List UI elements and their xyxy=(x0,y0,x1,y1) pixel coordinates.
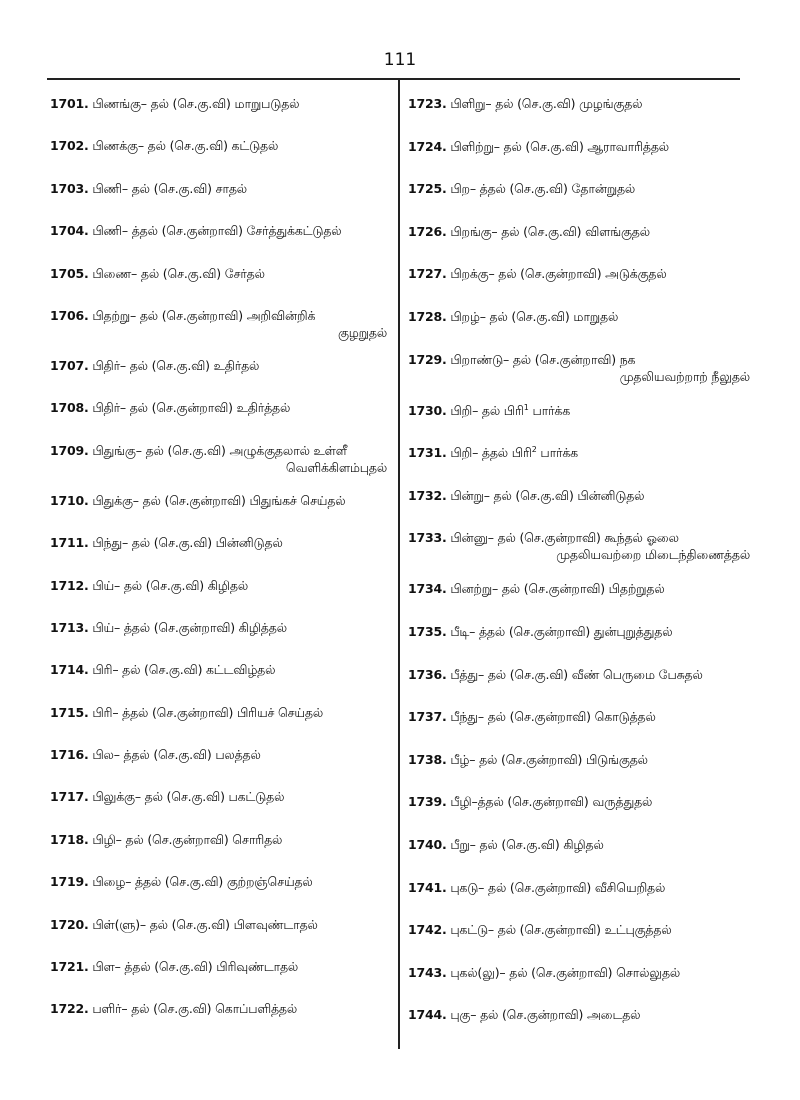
entry-text: பிரி– தல் (செ.கு.வி) கட்டவிழ்தல் xyxy=(88,662,276,678)
entry-text: பிரி– த்தல் (செ.குன்றாவி) பிரியச் செய்தல் xyxy=(88,704,324,720)
dictionary-entry xyxy=(408,580,758,597)
dictionary-entry xyxy=(408,444,758,461)
dictionary-entry xyxy=(408,836,758,853)
entry-text: பிளிற்று– தல் (செ.கு.வி) ஆராவாரித்தல் xyxy=(446,138,669,154)
dictionary-entry xyxy=(50,661,395,678)
entry-number: 1731. xyxy=(408,445,447,461)
entry-number: 1743. xyxy=(408,964,447,980)
dictionary-entry xyxy=(408,138,758,155)
entry-number: 1713. xyxy=(50,619,89,635)
entry-number: 1739. xyxy=(408,794,447,810)
dictionary-entry xyxy=(50,442,395,476)
entry-continuation: குழறுதல் xyxy=(337,324,387,340)
entry-number: 1729. xyxy=(408,351,447,367)
entry-superscript: 2 xyxy=(531,445,537,454)
dictionary-entry xyxy=(408,1006,758,1023)
entry-number: 1708. xyxy=(50,400,89,416)
entry-number: 1705. xyxy=(50,265,89,281)
dictionary-entry xyxy=(50,357,395,374)
entry-continuation: வெளிக்கிளம்புதல் xyxy=(285,459,387,475)
dictionary-entry xyxy=(50,831,395,848)
dictionary-entry xyxy=(50,222,395,239)
entry-text: பினற்று– தல் (செ.குன்றாவி) பிதற்றுதல் xyxy=(446,581,665,597)
entry-text: பிதுக்கு– தல் (செ.குன்றாவி) பிதுங்கச் செய்தல் xyxy=(88,492,346,508)
entry-text: பீந்து– தல் (செ.குன்றாவி) கொடுத்தல் xyxy=(446,709,656,725)
entry-number: 1704. xyxy=(50,223,89,239)
dictionary-entry xyxy=(50,534,395,551)
entry-text: புகடு– தல் (செ.குன்றாவி) வீசியெறிதல் xyxy=(446,879,666,895)
entry-number: 1725. xyxy=(408,181,447,197)
entry-text: பிழை– த்தல் (செ.கு.வி) குற்றஞ்செய்தல் xyxy=(88,874,313,890)
entry-number: 1744. xyxy=(408,1007,447,1023)
entry-number: 1722. xyxy=(50,1001,89,1017)
entry-number: 1717. xyxy=(50,789,89,805)
dictionary-entry xyxy=(408,487,758,504)
entry-text: பளிர்– தல் (செ.கு.வி) கொப்பளித்தல் xyxy=(88,1001,298,1017)
entry-text: பிறி– த்தல் பிரி xyxy=(446,445,532,461)
entry-number: 1727. xyxy=(408,266,447,282)
entry-number: 1732. xyxy=(408,487,447,503)
entry-number: 1738. xyxy=(408,751,447,767)
left-column xyxy=(50,95,395,1043)
dictionary-entry xyxy=(50,492,395,509)
dictionary-entry xyxy=(408,793,758,810)
dictionary-entry xyxy=(408,623,758,640)
entry-number: 1718. xyxy=(50,831,89,847)
entry-text: பிணங்கு– தல் (செ.கு.வி) மாறுபடுதல் xyxy=(88,96,300,111)
entry-text: பீழ்– தல் (செ.குன்றாவி) பிடுங்குதல் xyxy=(446,751,648,767)
entry-text-tail: பார்க்க xyxy=(536,445,578,461)
entry-text: பிணை– தல் (செ.கு.வி) சேர்தல் xyxy=(88,265,265,281)
entry-text: பிறாண்டு– தல் (செ.குன்றாவி) நக xyxy=(446,351,636,367)
dictionary-entry xyxy=(408,402,758,419)
entry-number: 1715. xyxy=(50,704,89,720)
entry-text: பீடி– த்தல் (செ.குன்றாவி) துன்புறுத்துதல் xyxy=(446,623,673,639)
dictionary-entry xyxy=(408,964,758,981)
entry-number: 1733. xyxy=(408,530,447,546)
entry-text-tail: பார்க்க xyxy=(528,402,571,418)
entry-superscript: 1 xyxy=(523,402,529,412)
entry-text: பிதுங்கு– தல் (செ.கு.வி) அழுக்குதலால் உள்ளீ xyxy=(88,442,347,458)
entry-number: 1712. xyxy=(50,577,89,593)
entry-text: பிற– த்தல் (செ.கு.வி) தோன்றுதல் xyxy=(446,181,636,197)
entry-text: பிணி– த்தல் (செ.குன்றாவி) சேர்த்துக்கட்டுதல் xyxy=(88,223,342,239)
entry-number: 1724. xyxy=(408,138,447,154)
entry-number: 1721. xyxy=(50,959,89,975)
entry-number: 1730. xyxy=(408,402,447,418)
entry-number: 1703. xyxy=(50,180,89,196)
dictionary-entry xyxy=(50,916,395,933)
dictionary-entry xyxy=(408,351,758,385)
dictionary-entry xyxy=(408,308,758,325)
entry-text: பிணக்கு– தல் (செ.கு.வி) கட்டுதல் xyxy=(88,138,279,154)
entry-text: பின்று– தல் (செ.கு.வி) பின்னிடுதல் xyxy=(446,487,645,503)
entry-continuation: முதலியவற்றாற் நீலுதல் xyxy=(619,368,750,384)
dictionary-entry xyxy=(408,708,758,725)
entry-text: பிய்– த்தல் (செ.குன்றாவி) கிழித்தல் xyxy=(88,619,287,635)
dictionary-entry xyxy=(50,619,395,636)
entry-text: பிதற்று– தல் (செ.குன்றாவி) அறிவின்றிக் xyxy=(88,307,316,323)
entry-number: 1728. xyxy=(408,308,447,324)
dictionary-entry xyxy=(50,958,395,975)
entry-number: 1726. xyxy=(408,223,447,239)
dictionary-entry xyxy=(50,307,395,341)
entry-number: 1714. xyxy=(50,662,89,678)
entry-text: பிலுக்கு– தல் (செ.கு.வி) பகட்டுதல் xyxy=(88,789,285,805)
entry-text: பிய்– தல் (செ.கு.வி) கிழிதல் xyxy=(88,577,248,593)
entry-number: 1707. xyxy=(50,357,89,373)
entry-number: 1723. xyxy=(408,96,447,111)
dictionary-entry xyxy=(408,921,758,938)
entry-number: 1716. xyxy=(50,747,89,763)
page-number: 111 xyxy=(383,50,417,70)
dictionary-entry xyxy=(408,265,758,282)
dictionary-entry xyxy=(50,95,395,112)
dictionary-entry xyxy=(50,704,395,721)
dictionary-entry xyxy=(50,265,395,282)
entry-number: 1741. xyxy=(408,879,447,895)
entry-text: பின்னு– தல் (செ.குன்றாவி) கூந்தல் ஓலை xyxy=(446,530,679,546)
entry-text: பீத்து– தல் (செ.கு.வி) வீண் பெருமை பேசுதல் xyxy=(446,666,703,682)
dictionary-entry xyxy=(408,95,758,112)
dictionary-entry xyxy=(408,223,758,240)
entry-text: புகட்டு– தல் (செ.குன்றாவி) உட்புகுத்தல் xyxy=(446,922,672,938)
entry-text: பிணி– தல் (செ.கு.வி) சாதல் xyxy=(88,180,247,196)
dictionary-entry xyxy=(408,529,758,563)
entry-text: பிதிர்– தல் (செ.கு.வி) உதிர்தல் xyxy=(88,357,260,373)
entry-number: 1711. xyxy=(50,535,89,551)
entry-text: பில– த்தல் (செ.கு.வி) பலத்தல் xyxy=(88,747,261,763)
dictionary-entry xyxy=(408,751,758,768)
dictionary-entry xyxy=(50,399,395,416)
entry-number: 1706. xyxy=(50,307,89,323)
column-divider xyxy=(398,79,400,1049)
entry-number: 1736. xyxy=(408,666,447,682)
entry-text: பிளிறு– தல் (செ.கு.வி) முழங்குதல் xyxy=(446,96,643,111)
entry-text: பீறு– தல் (செ.கு.வி) கிழிதல் xyxy=(446,836,604,852)
dictionary-entry xyxy=(408,879,758,896)
right-column xyxy=(408,95,758,1049)
entry-text: பிள்(ளு)– தல் (செ.கு.வி) பிளவுண்டாதல் xyxy=(88,916,318,932)
entry-number: 1709. xyxy=(50,442,89,458)
entry-number: 1710. xyxy=(50,492,89,508)
dictionary-entry xyxy=(50,180,395,197)
entry-number: 1735. xyxy=(408,623,447,639)
dictionary-entry xyxy=(50,137,395,154)
header-rule xyxy=(47,78,740,80)
dictionary-entry xyxy=(50,746,395,763)
entry-number: 1702. xyxy=(50,138,89,154)
dictionary-entry xyxy=(50,1000,395,1017)
entry-text: பிறக்கு– தல் (செ.குன்றாவி) அடுக்குதல் xyxy=(446,266,667,282)
entry-number: 1737. xyxy=(408,709,447,725)
entry-text: பிழி– தல் (செ.குன்றாவி) சொரிதல் xyxy=(88,831,283,847)
entry-text: பிந்து– தல் (செ.கு.வி) பின்னிடுதல் xyxy=(88,535,283,551)
entry-text: புகல்(லு)– தல் (செ.குன்றாவி) சொல்லுதல் xyxy=(446,964,681,980)
entry-number: 1734. xyxy=(408,581,447,597)
entry-text: பிள– த்தல் (செ.கு.வி) பிரிவுண்டாதல் xyxy=(88,959,299,975)
entry-number: 1720. xyxy=(50,916,89,932)
entry-text: பிறங்கு– தல் (செ.கு.வி) விளங்குதல் xyxy=(446,223,650,239)
dictionary-entry xyxy=(50,788,395,805)
entry-continuation: முதலியவற்றை மிடைந்திணைத்தல் xyxy=(556,547,750,563)
dictionary-entry xyxy=(408,180,758,197)
entry-text: பிறழ்– தல் (செ.கு.வி) மாறுதல் xyxy=(446,308,619,324)
entry-number: 1742. xyxy=(408,922,447,938)
entry-text: பீழி–த்தல் (செ.குன்றாவி) வருத்துதல் xyxy=(446,794,653,810)
entry-number: 1740. xyxy=(408,836,447,852)
dictionary-entry xyxy=(50,577,395,594)
entry-text: பிறி– தல் பிரி xyxy=(446,402,524,418)
entry-text: புகு– தல் (செ.குன்றாவி) அடைதல் xyxy=(446,1007,641,1023)
dictionary-entry xyxy=(408,666,758,683)
entry-number: 1719. xyxy=(50,874,89,890)
entry-number: 1701. xyxy=(50,96,89,111)
dictionary-entry xyxy=(50,873,395,890)
entry-text: பிதிர்– தல் (செ.குன்றாவி) உதிர்த்தல் xyxy=(88,400,291,416)
